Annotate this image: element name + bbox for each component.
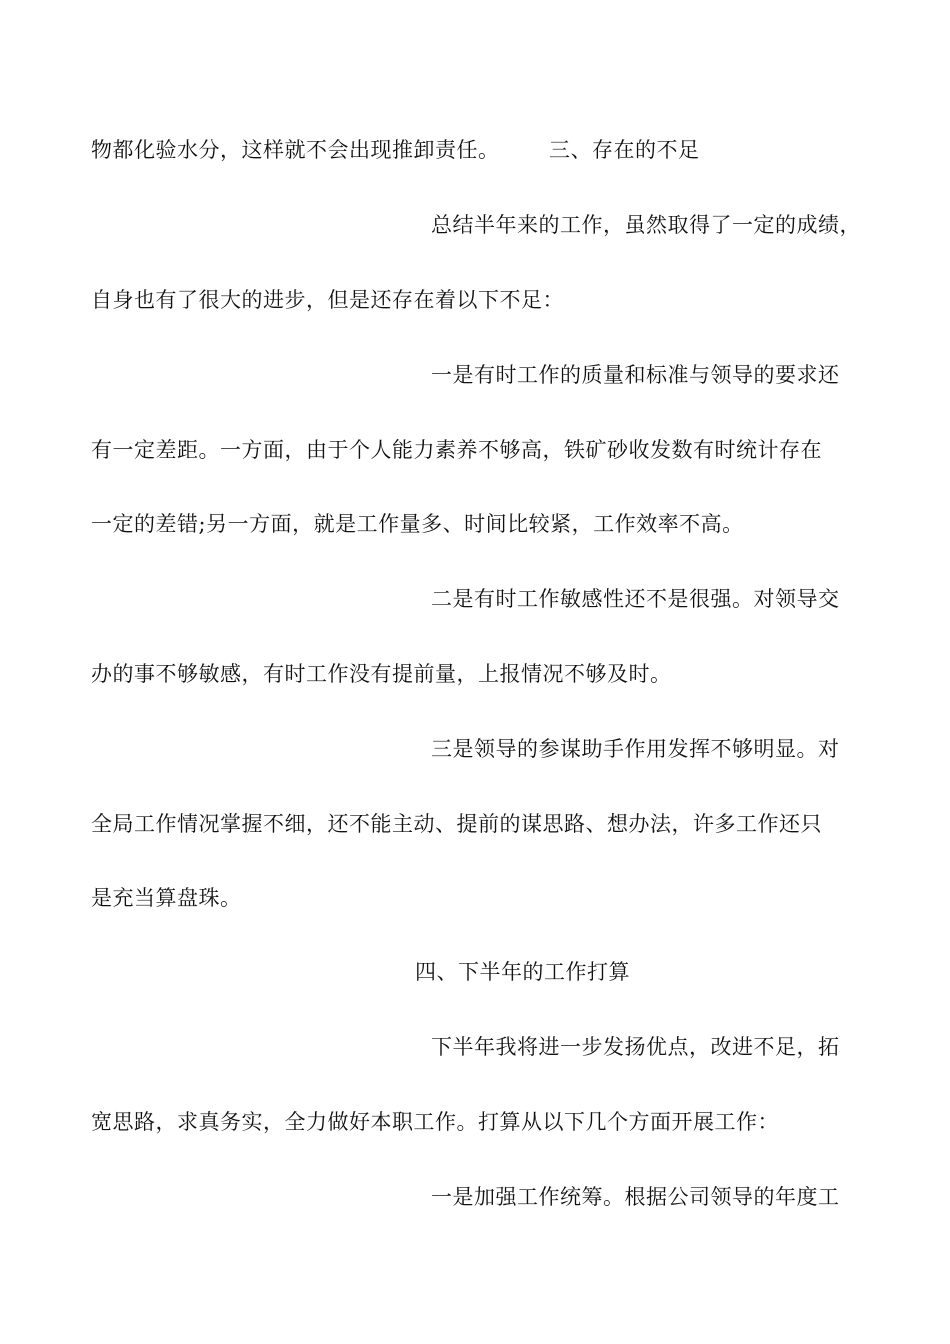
text-line: 一定的差错;另一方面，就是工作量多、时间比较紧，工作效率不高。	[91, 512, 744, 536]
text-line: 全局工作情况掌握不细，还不能主动、提前的谋思路、想办法，许多工作还只	[91, 812, 822, 836]
text-line: 是充当算盘珠。	[91, 886, 242, 910]
text-line: 二是有时工作敏感性还不是很强。对领导交	[431, 587, 840, 611]
text-line: 办的事不够敏感，有时工作没有提前量，上报情况不够及时。	[91, 662, 672, 686]
text-line: 总结半年来的工作，虽然取得了一定的成绩，	[431, 213, 861, 237]
text-line: 三是领导的参谋助手作用发挥不够明显。对	[431, 737, 840, 761]
text-line: 有一定差距。一方面，由于个人能力素养不够高，铁矿砂收发数有时统计存在	[91, 438, 822, 462]
section-heading-shortcomings: 三、存在的不足	[549, 138, 700, 162]
text-line: 自身也有了很大的进步，但是还存在着以下不足：	[91, 288, 564, 312]
text-line: 一是有时工作的质量和标准与领导的要求还	[431, 363, 840, 387]
section-heading-plans: 四、下半年的工作打算	[415, 960, 630, 984]
text-line: 下半年我将进一步发扬优点，改进不足，拓	[431, 1035, 840, 1059]
text-line: 物都化验水分，这样就不会出现推卸责任。	[91, 138, 500, 162]
text-line: 一是加强工作统筹。根据公司领导的年度工	[431, 1185, 840, 1209]
text-line: 宽思路，求真务实，全力做好本职工作。打算从以下几个方面开展工作：	[91, 1110, 779, 1134]
